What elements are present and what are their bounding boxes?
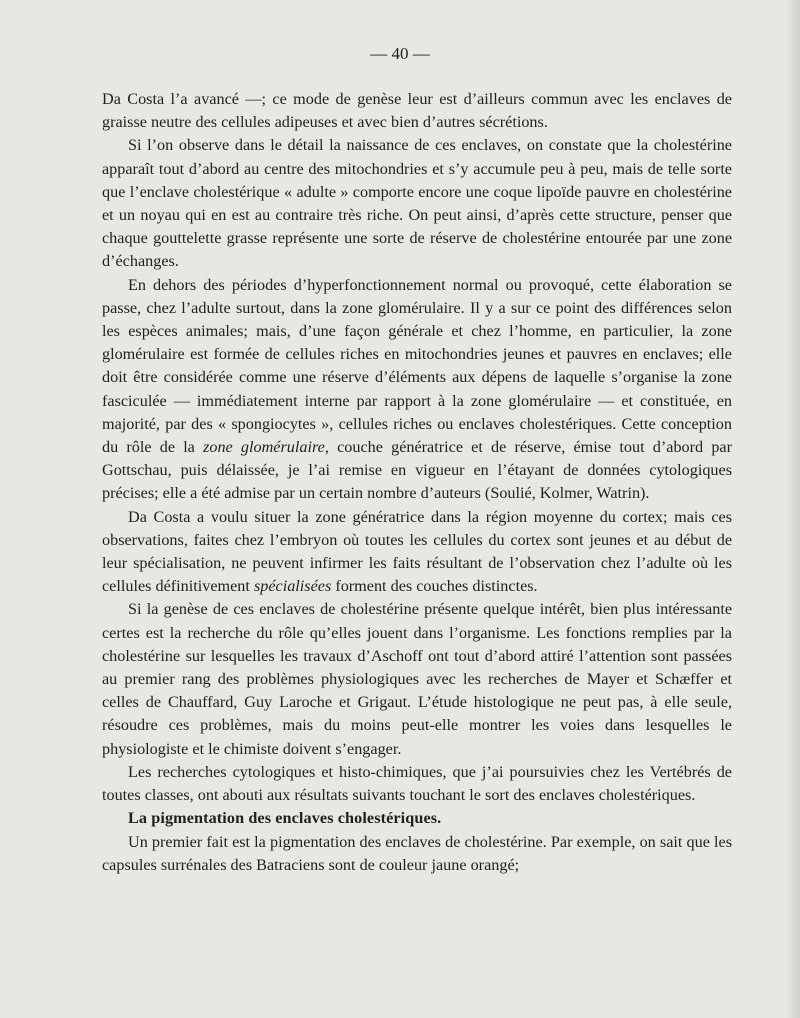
paragraph-4-text-b: forment des couches distinctes. [331,577,538,596]
paragraph-3-text-b: , couche génératrice et de réserve, émise tout d’abord par Gottschau, puis délaissée, je l’ai remise en vigueur en l’étayant de données cytologiques précises; elle a été admise par un certain nombre d’auteurs (Soulié, Kolmer, Watrin). [102,438,732,503]
paragraph-3-text-a: En dehors des périodes d’hyperfonctionnement normal ou provoqué, cette élaboration se passe, chez l’adulte surtout, dans la zone glomérulaire. Il y a sur ce point des différences selon les espèces animales; mais, d’une façon générale et chez l’homme, en particulier, la zone glomérulaire est formée de cellules riches en mitochondries jeunes et pauvres en enclaves; elle doit être considérée comme une réserve d’éléments aux dépens de laquelle s’organise la zone fasciculée — immédiatement interne par rapport à la zone glomérulaire — et constituée, en majorité, par des « spongiocytes », cellules riches ou enclaves cholestériques. Cette conception du rôle de la [102,275,732,457]
page-number: — 40 — [370,44,430,63]
paragraph-4 [102,506,732,599]
page-edge-shadow [786,0,800,1018]
paragraph-7 [102,831,732,877]
body-text [102,88,732,877]
paragraph-3 [102,274,732,506]
paragraph-5 [102,598,732,760]
paragraph-4-text-a: Da Costa a voulu situer la zone génératrice dans la région moyenne du cortex; mais ces observations, faites chez l’embryon où toutes les cellules du cortex sont jeunes et au début de leur spécialisation, ne peuvent infirmer les faits résultant de l’observation chez l’adulte où les cellules définitivement [102,507,732,596]
paragraph-1 [102,88,732,134]
paragraph-6-text: Les recherches cytologiques et histo-chimiques, que j’ai poursuivies chez les Vertébrés de toutes classes, ont abouti aux résultats suivants touchant le sort des enclaves cholestériques. [102,762,732,805]
section-heading-text: La pigmentation des enclaves cholestériques. [128,809,442,828]
section-heading [102,807,732,830]
paragraph-1-text: Da Costa l’a avancé —; ce mode de genèse leur est d’ailleurs commun avec les enclaves de graisse neutre des cellules adipeuses et avec bien d’autres sécrétions. [102,90,732,132]
paragraph-7-text: Un premier fait est la pigmentation des enclaves de cholestérine. Par exemple, on sait que les capsules surrénales des Batraciens sont de couleur jaune orangé; [102,832,732,874]
paragraph-2-text: Si l’on observe dans le détail la naissance de ces enclaves, on constate que la cholestérine apparaît tout d’abord au centre des mitochondries et s’y accumule peu à peu, mais de telle sorte que l’enclave cholestérique « adulte » comporte encore une coque lipoïde pauvre en cholestérine et un noyau qui en est au contraire très riche. On peut ainsi, d’après cette structure, penser que chaque gouttelette grasse représente une sorte de réserve de cholestérine entourée par une zone d’échanges. [102,136,732,271]
paragraph-6 [102,761,732,807]
paragraph-2 [102,134,732,273]
paragraph-3-italic-term: zone glomérulaire [203,438,325,457]
paragraph-5-text: Si la genèse de ces enclaves de cholestérine présente quelque intérêt, bien plus intéressante certes est la recherche du rôle qu’elles jouent dans l’organisme. Les fonctions remplies par la cholestérine sur lesquelles les travaux d’Aschoff ont tout d’abord attiré l’attention sont passées au premier rang des problèmes physiologiques avec les recherches de Mayer et Schæffer et celles de Chauffard, Guy Laroche et Grigaut. L’étude histologique ne peut pas, à elle seule, résoudre ces problèmes, mais du moins peut-elle montrer les voies dans lesquelles le physiologiste et le chimiste doivent s’engager. [102,600,732,758]
paragraph-4-italic-term: spécialisées [253,577,332,596]
